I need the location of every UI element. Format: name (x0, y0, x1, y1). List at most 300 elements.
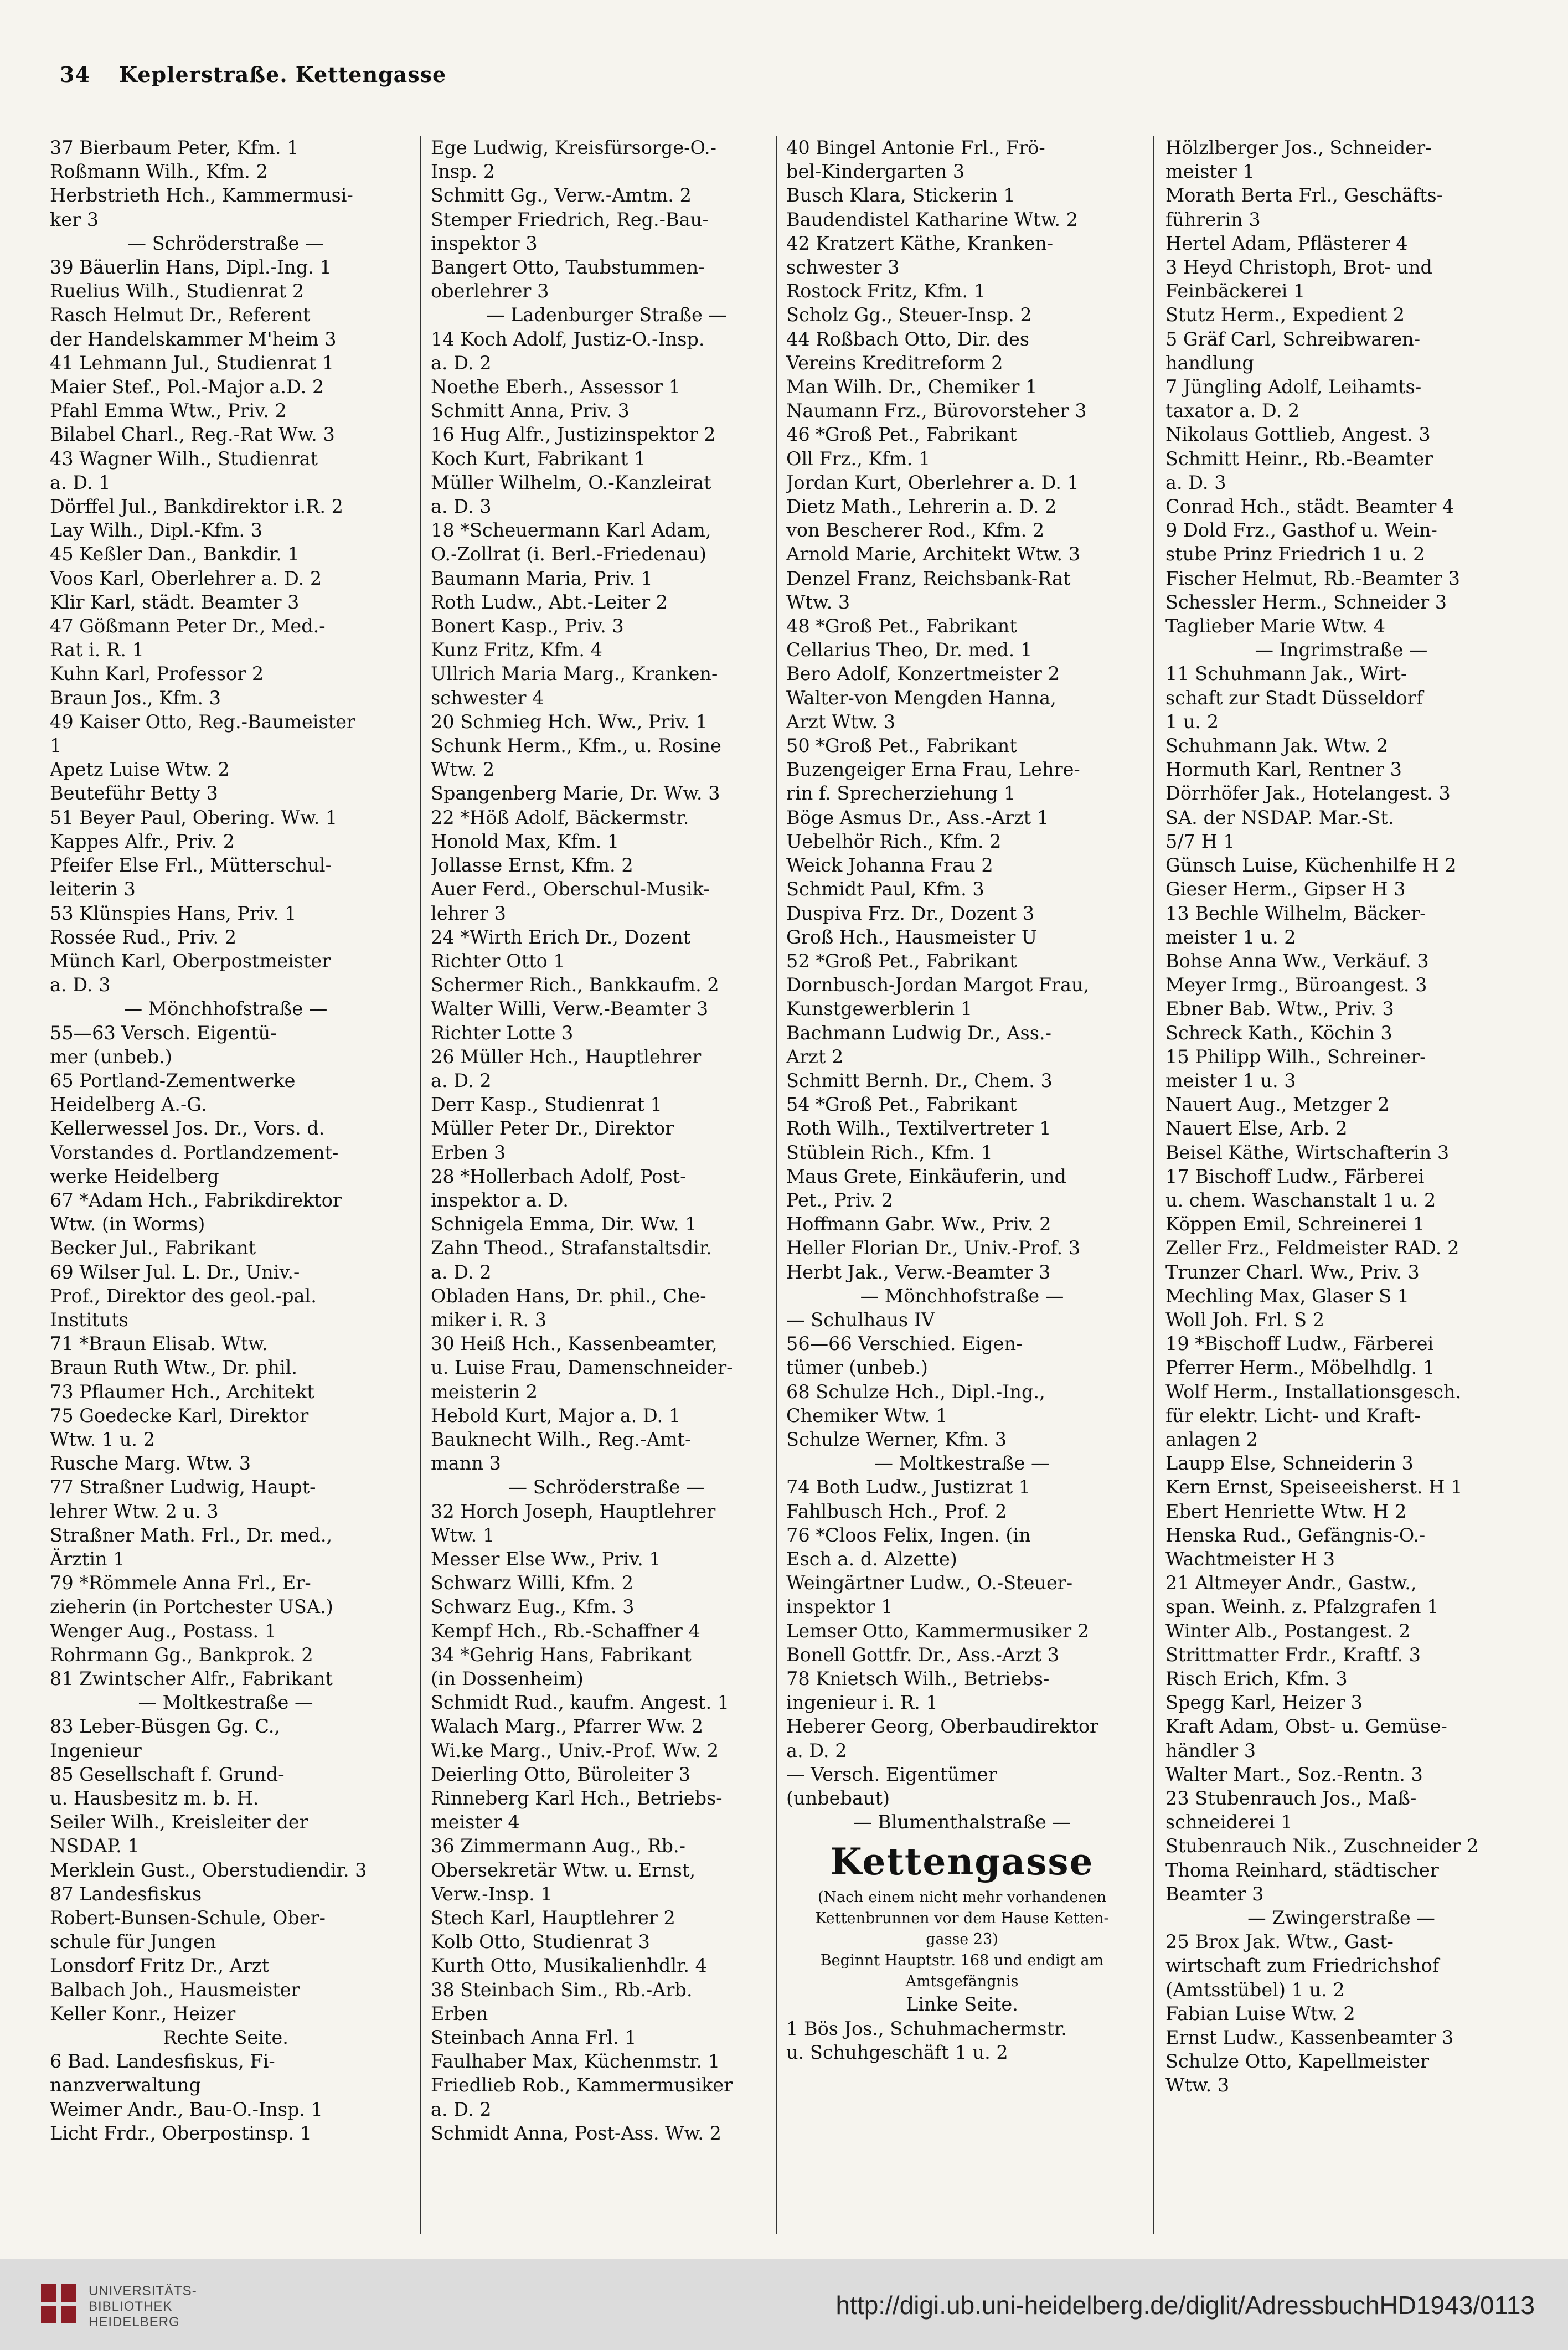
directory-entry-line: Nauert Aug., Metzger 2 (1165, 1094, 1390, 1116)
directory-entry-line: Merklein Gust., Oberstudiendir. 3 (50, 1859, 367, 1881)
directory-entry-line: — Zwingerstraße — (1247, 1907, 1435, 1929)
directory-entry-line: Jollasse Ernst, Kfm. 2 (431, 854, 633, 877)
directory-entry-line: Roßmann Wilh., Kfm. 2 (50, 161, 268, 183)
directory-entry-line: (unbebaut) (786, 1787, 890, 1810)
directory-entry-line: Scholz Gg., Steuer-Insp. 2 (786, 304, 1032, 326)
directory-entry-line: 77 Straßner Ludwig, Haupt- (50, 1476, 316, 1498)
directory-entry-line: Obersekretär Wtw. u. Ernst, (431, 1859, 696, 1881)
directory-entry-line: Auer Ferd., Oberschul-Musik- (431, 878, 710, 900)
directory-entry-line: Wenger Aug., Postass. 1 (50, 1620, 277, 1642)
directory-entry-line: Noethe Eberh., Assessor 1 (431, 376, 681, 398)
directory-entry-line: 49 Kaiser Otto, Reg.-Baumeister (50, 710, 355, 733)
directory-entry-line: 24 *Wirth Erich Dr., Dozent (431, 926, 691, 948)
directory-entry-line: 3 Heyd Christoph, Brot- und (1165, 256, 1432, 279)
directory-entry-line: meisterin 2 (431, 1380, 538, 1403)
directory-entry-line: Müller Wilhelm, O.-Kanzleirat (431, 471, 711, 493)
directory-entry-line: Zahn Theod., Strafanstaltsdir. (431, 1237, 712, 1259)
directory-entry-line: Risch Erich, Kfm. 3 (1165, 1668, 1348, 1689)
directory-entry-line: u. Hausbesitz m. b. H. (50, 1787, 259, 1810)
directory-entry-line: 68 Schulze Hch., Dipl.-Ing., (786, 1380, 1045, 1403)
directory-entry-line: 50 *Groß Pet., Fabrikant (786, 735, 1017, 757)
directory-entry-line: stube Prinz Friedrich 1 u. 2 (1165, 543, 1425, 565)
directory-entry-line: Schwarz Eug., Kfm. 3 (431, 1596, 635, 1618)
directory-entry-line: 46 *Groß Pet., Fabrikant (786, 424, 1017, 446)
directory-entry-line: Taglieber Marie Wtw. 4 (1165, 615, 1386, 637)
directory-entry-line: a. D. 2 (431, 2098, 492, 2120)
directory-entry-line: Erben 3 (431, 1141, 506, 1163)
directory-entry-line: (Amtsstübel) 1 u. 2 (1165, 1978, 1345, 2001)
directory-entry-line: O.-Zollrat (i. Berl.-Friedenau) (431, 543, 706, 565)
source-url-link[interactable]: http://digi.ub.uni-heidelberg.de/diglit/AdressbuchHD1943/0113 (835, 2291, 1535, 2320)
directory-entry-line: meister 1 (1165, 161, 1255, 183)
text-column-4 (1165, 136, 1517, 2098)
directory-entry-line: Kettengasse (830, 1840, 1094, 1884)
directory-entry-line: Schermer Rich., Bankkaufm. 2 (431, 974, 719, 996)
directory-entry-line: Voos Karl, Oberlehrer a. D. 2 (50, 567, 322, 589)
directory-entry-line: Wtw. 3 (1165, 2074, 1230, 2096)
directory-entry-line: Schmitt Heinr., Rb.-Beamter (1165, 447, 1433, 470)
directory-entry-line: Stutz Herm., Expedient 2 (1165, 304, 1405, 326)
directory-entry-line: Rostock Fritz, Kfm. 1 (786, 280, 986, 302)
directory-entry-line: Deierling Otto, Büroleiter 3 (431, 1763, 691, 1785)
directory-entry-line: Beamter 3 (1165, 1883, 1264, 1905)
directory-entry-line: Kurth Otto, Musikalienhdlr. 4 (431, 1955, 707, 1977)
directory-entry-line: Stech Karl, Hauptlehrer 2 (431, 1907, 675, 1929)
directory-entry-line: Bachmann Ludwig Dr., Ass.- (786, 1022, 1051, 1044)
directory-entry-line: Pfahl Emma Wtw., Priv. 2 (50, 400, 287, 422)
directory-entry-line: Heidelberg A.-G. (50, 1094, 207, 1116)
directory-entry-line: Schunk Herm., Kfm., u. Rosine (431, 735, 721, 757)
directory-entry-line: 67 *Adam Hch., Fabrikdirektor (50, 1189, 342, 1211)
directory-entry-line: Kappes Alfr., Priv. 2 (50, 830, 235, 852)
directory-entry-line: 43 Wagner Wilh., Studienrat (50, 447, 318, 470)
directory-entry-line: 47 Gößmann Peter Dr., Med.- (50, 615, 326, 637)
directory-entry-line: Spangenberg Marie, Dr. Ww. 3 (431, 782, 720, 805)
directory-entry-line: Strittmatter Frdr., Kraftf. 3 (1165, 1643, 1421, 1666)
directory-entry-line: a. D. 2 (431, 352, 492, 374)
directory-entry-line: a. D. 2 (431, 1261, 492, 1283)
directory-entry-line: Ernst Ludw., Kassenbeamter 3 (1165, 2027, 1454, 2049)
directory-entry-line: Kunz Fritz, Kfm. 4 (431, 639, 602, 661)
directory-entry-line: Schessler Herm., Schneider 3 (1165, 591, 1447, 613)
directory-entry-line: Kempf Hch., Rb.-Schaffner 4 (431, 1620, 700, 1642)
directory-entry-line: 87 Landesfiskus (50, 1883, 202, 1905)
directory-entry-line: 1 (50, 735, 62, 757)
directory-entry-line: Kern Ernst, Speiseeisherst. H 1 (1165, 1476, 1463, 1498)
directory-entry-line: a. D. 1 (50, 471, 111, 493)
directory-entry-line: Bonell Gottfr. Dr., Ass.-Arzt 3 (786, 1643, 1060, 1666)
directory-entry-line: Walter-von Mengden Hanna, (786, 687, 1056, 709)
directory-entry-line: 7 Jüngling Adolf, Leihamts- (1165, 376, 1422, 398)
directory-entry-line: werke Heidelberg (50, 1165, 219, 1187)
directory-entry-line: Keller Konr., Heizer (50, 2002, 236, 2024)
directory-entry-line: Maier Stef., Pol.-Major a.D. 2 (50, 376, 324, 398)
directory-entry-line: a. D. 2 (431, 1069, 492, 1091)
directory-entry-line: Groß Hch., Hausmeister U (786, 926, 1038, 948)
directory-entry-line: — Schulhaus IV (786, 1308, 935, 1331)
directory-entry-line: Richter Otto 1 (431, 950, 565, 972)
directory-entry-line: Prof., Direktor des geol.-pal. (50, 1285, 317, 1307)
directory-entry-line: Denzel Franz, Reichsbank-Rat (786, 567, 1071, 589)
directory-entry-line: — Schröderstraße — (127, 232, 324, 254)
directory-entry-line: Heberer Georg, Oberbaudirektor (786, 1715, 1099, 1738)
directory-entry-line: meister 1 u. 2 (1165, 926, 1296, 948)
directory-entry-line: 20 Schmieg Hch. Ww., Priv. 1 (431, 710, 708, 733)
directory-entry-line: für elektr. Licht- und Kraft- (1165, 1404, 1421, 1426)
directory-entry-line: 37 Bierbaum Peter, Kfm. 1 (50, 137, 299, 158)
directory-entry-line: Schulze Werner, Kfm. 3 (786, 1428, 1007, 1450)
directory-entry-line: 26 Müller Hch., Hauptlehrer (431, 1045, 702, 1068)
directory-entry-line: von Bescherer Rod., Kfm. 2 (786, 519, 1045, 542)
directory-entry-line: 48 *Groß Pet., Fabrikant (786, 615, 1017, 637)
directory-entry-line: Esch a. d. Alzette) (786, 1548, 957, 1570)
directory-entry-line: 41 Lehmann Jul., Studienrat 1 (50, 352, 334, 374)
directory-entry-line: Zeller Frz., Feldmeister RAD. 2 (1165, 1237, 1459, 1259)
directory-entry-line: 79 *Römmele Anna Frl., Er- (50, 1572, 311, 1594)
directory-entry-line: Lay Wilh., Dipl.-Kfm. 3 (50, 519, 263, 542)
directory-entry-line: Oll Frz., Kfm. 1 (786, 447, 931, 470)
directory-entry-line: — Schröderstraße — (508, 1476, 705, 1498)
directory-entry-line: Schuhmann Jak. Wtw. 2 (1165, 735, 1389, 757)
directory-entry-line: Verw.-Insp. 1 (431, 1883, 553, 1905)
directory-entry-line: 1 u. 2 (1165, 710, 1219, 733)
directory-entry-line: inspektor a. D. (431, 1189, 569, 1211)
directory-entry-line: Schnigela Emma, Dir. Ww. 1 (431, 1213, 697, 1235)
directory-entry-line: Woll Joh. Frl. S 2 (1165, 1308, 1325, 1331)
directory-entry-line: 85 Gesellschaft f. Grund- (50, 1763, 285, 1785)
directory-entry-line: 71 *Braun Elisab. Wtw. (50, 1333, 268, 1355)
directory-entry-line: 22 *Höß Adolf, Bäckermstr. (431, 806, 689, 828)
directory-entry-line: Balbach Joh., Hausmeister (50, 1978, 300, 2001)
directory-entry-line: u. chem. Waschanstalt 1 u. 2 (1165, 1189, 1436, 1211)
directory-entry-line: Hormuth Karl, Rentner 3 (1165, 759, 1402, 781)
directory-entry-line: Kolb Otto, Studienrat 3 (431, 1931, 650, 1953)
library-name: UNIVERSITÄTS- BIBLIOTHEK HEIDELBERG (89, 2284, 197, 2330)
directory-entry-line: 53 Klünspies Hans, Priv. 1 (50, 902, 297, 924)
directory-entry-line: Nauert Else, Arb. 2 (1165, 1117, 1348, 1140)
directory-entry-line: Conrad Hch., städt. Beamter 4 (1165, 496, 1454, 518)
directory-entry-line: u. Schuhgeschäft 1 u. 2 (786, 2041, 1008, 2063)
directory-entry-line: Richter Lotte 3 (431, 1022, 574, 1044)
directory-entry-line: a. D. 2 (786, 1739, 847, 1761)
directory-entry-line: Winter Alb., Postangest. 2 (1165, 1620, 1411, 1642)
directory-entry-line: anlagen 2 (1165, 1428, 1258, 1450)
directory-entry-line: a. D. 3 (431, 496, 492, 518)
directory-entry-line: Seiler Wilh., Kreisleiter der (50, 1811, 308, 1833)
directory-entry-line: Gieser Herm., Gipser H 3 (1165, 878, 1406, 900)
directory-entry-line: Hölzlberger Jos., Schneider- (1165, 137, 1432, 158)
directory-entry-line: (Nach einem nicht mehr vorhandenen (817, 1889, 1107, 1906)
directory-entry-line: a. D. 3 (50, 974, 111, 996)
directory-entry-line: Robert-Bunsen-Schule, Ober- (50, 1907, 326, 1929)
directory-entry-line: NSDAP. 1 (50, 1835, 140, 1857)
directory-entry-line: Wtw. 2 (431, 759, 495, 781)
directory-entry-line: 78 Knietsch Wilh., Betriebs- (786, 1668, 1050, 1689)
directory-entry-line: Günsch Luise, Küchenhilfe H 2 (1165, 854, 1457, 877)
directory-entry-line: führerin 3 (1165, 208, 1261, 230)
directory-entry-line: gasse 23) (926, 1931, 998, 1949)
directory-entry-line: ker 3 (50, 208, 99, 230)
directory-entry-line: Wi.ke Marg., Univ.-Prof. Ww. 2 (431, 1739, 719, 1761)
directory-entry-line: Arzt 2 (786, 1045, 844, 1068)
directory-entry-line: meister 1 u. 3 (1165, 1069, 1296, 1091)
directory-entry-line: Morath Berta Frl., Geschäfts- (1165, 184, 1443, 207)
directory-entry-line: Duspiva Frz. Dr., Dozent 3 (786, 902, 1035, 924)
directory-entry-line: Koch Kurt, Fabrikant 1 (431, 447, 646, 470)
directory-entry-line: Ege Ludwig, Kreisfürsorge-O.- (431, 137, 716, 158)
directory-entry-line: handlung (1165, 352, 1254, 374)
directory-entry-line: Schmidt Anna, Post-Ass. Ww. 2 (431, 2122, 721, 2144)
directory-entry-line: Roth Ludw., Abt.-Leiter 2 (431, 591, 668, 613)
directory-entry-line: Köppen Emil, Schreinerei 1 (1165, 1213, 1425, 1235)
page-title: Keplerstraße. Kettengasse (119, 62, 447, 87)
directory-entry-line: Apetz Luise Wtw. 2 (50, 759, 230, 781)
directory-entry-line: 28 *Hollerbach Adolf, Post- (431, 1165, 687, 1187)
directory-entry-line: — Moltkestraße — (138, 1692, 313, 1714)
directory-entry-line: Schwarz Willi, Kfm. 2 (431, 1572, 634, 1594)
directory-entry-line: Kuhn Karl, Professor 2 (50, 663, 264, 685)
directory-entry-line: Walter Mart., Soz.-Rentn. 3 (1165, 1763, 1423, 1785)
directory-entry-line: 11 Schuhmann Jak., Wirt- (1165, 663, 1407, 685)
directory-entry-line: Linke Seite. (906, 1993, 1018, 2016)
directory-entry-line: Pet., Priv. 2 (786, 1189, 894, 1211)
directory-entry-line: 9 Dold Frz., Gasthof u. Wein- (1165, 519, 1437, 542)
directory-entry-line: rin f. Sprecherziehung 1 (786, 782, 1016, 805)
directory-entry-line: Weimer Andr., Bau-O.-Insp. 1 (50, 2098, 323, 2120)
directory-entry-line: Schmitt Gg., Verw.-Amtm. 2 (431, 184, 692, 207)
directory-entry-line: 5/7 H 1 (1165, 830, 1235, 852)
directory-entry-line: Dornbusch-Jordan Margot Frau, (786, 974, 1090, 996)
directory-entry-line: Walach Marg., Pfarrer Ww. 2 (431, 1715, 704, 1738)
directory-entry-line: Wtw. (in Worms) (50, 1213, 205, 1235)
directory-entry-line: schwester 3 (786, 256, 900, 279)
directory-entry-line: 17 Bischoff Ludw., Färberei (1165, 1165, 1425, 1187)
directory-entry-line: — Ingrimstraße — (1255, 639, 1428, 661)
directory-entry-line: 81 Zwintscher Alfr., Fabrikant (50, 1668, 333, 1689)
directory-entry-line: taxator a. D. 2 (1165, 400, 1300, 422)
directory-entry-line: 16 Hug Alfr., Justizinspektor 2 (431, 424, 716, 446)
directory-entry-line: Fahlbusch Hch., Prof. 2 (786, 1500, 1007, 1522)
directory-entry-line: Rusche Marg. Wtw. 3 (50, 1452, 251, 1475)
directory-entry-line: Ruelius Wilh., Studienrat 2 (50, 280, 305, 302)
directory-entry-line: — Blumenthalstraße — (853, 1811, 1071, 1833)
directory-entry-line: schaft zur Stadt Düsseldorf (1165, 687, 1423, 709)
directory-entry-line: Rechte Seite. (163, 2027, 288, 2049)
directory-entry-line: 74 Both Ludw., Justizrat 1 (786, 1476, 1031, 1498)
directory-entry-line: Nikolaus Gottlieb, Angest. 3 (1165, 424, 1431, 446)
directory-entry-line: Baudendistel Katharine Wtw. 2 (786, 208, 1079, 230)
directory-entry-line: Herbt Jak., Verw.-Beamter 3 (786, 1261, 1051, 1283)
directory-entry-line: 73 Pflaumer Hch., Architekt (50, 1380, 314, 1403)
directory-entry-line: Wtw. 1 (431, 1524, 495, 1546)
directory-entry-line: 6 Bad. Landesfiskus, Fi- (50, 2050, 275, 2073)
directory-entry-line: 13 Bechle Wilhelm, Bäcker- (1165, 902, 1426, 924)
directory-entry-line: meister 4 (431, 1811, 520, 1833)
directory-entry-line: Hebold Kurt, Major a. D. 1 (431, 1404, 681, 1426)
text-column-3 (786, 136, 1138, 2064)
directory-entry-line: Wolf Herm., Installationsgesch. (1165, 1380, 1462, 1403)
directory-entry-line: mann 3 (431, 1452, 501, 1475)
directory-entry-line: Vorstandes d. Portlandzement- (50, 1141, 339, 1163)
directory-entry-line: Schmitt Bernh. Dr., Chem. 3 (786, 1069, 1053, 1091)
directory-entry-line: oberlehrer 3 (431, 280, 549, 302)
directory-entry-line: Cellarius Theo, Dr. med. 1 (786, 639, 1033, 661)
directory-entry-line: Schulze Otto, Kapellmeister (1165, 2050, 1430, 2073)
directory-entry-line: Man Wilh. Dr., Chemiker 1 (786, 376, 1038, 398)
directory-entry-line: Baumann Maria, Priv. 1 (431, 567, 653, 589)
directory-entry-line: Steinbach Anna Frl. 1 (431, 2027, 637, 2049)
directory-entry-line: Wachtmeister H 3 (1165, 1548, 1335, 1570)
directory-entry-line: Fischer Helmut, Rb.-Beamter 3 (1165, 567, 1460, 589)
directory-entry-line: Münch Karl, Oberpostmeister (50, 950, 331, 972)
directory-entry-line: Kunstgewerblerin 1 (786, 998, 973, 1020)
directory-entry-line: Messer Else Ww., Priv. 1 (431, 1548, 661, 1570)
directory-entry-line: Vereins Kreditreform 2 (786, 352, 1003, 374)
page-number: 34 (60, 62, 90, 87)
directory-entry-line: — Mönchhofstraße — (123, 998, 328, 1020)
text-column-1 (50, 136, 401, 2145)
directory-entry-line: Naumann Frz., Bürovorsteher 3 (786, 400, 1087, 422)
directory-entry-line: Straßner Math. Frl., Dr. med., (50, 1524, 333, 1546)
directory-entry-line: 55—63 Versch. Eigentü- (50, 1022, 277, 1044)
university-seal-icon (39, 2281, 79, 2326)
directory-entry-line: zieherin (in Portchester USA.) (50, 1596, 333, 1618)
directory-entry-line: SA. der NSDAP. Mar.-St. (1165, 806, 1394, 828)
directory-entry-line: leiterin 3 (50, 878, 136, 900)
directory-entry-line: Beisel Käthe, Wirtschafterin 3 (1165, 1141, 1450, 1163)
directory-entry-line: Beuteführ Betty 3 (50, 782, 218, 805)
directory-entry-line: händler 3 (1165, 1739, 1256, 1761)
directory-entry-line: 32 Horch Joseph, Hauptlehrer (431, 1500, 716, 1522)
directory-entry-line: Bangert Otto, Taubstummen- (431, 256, 705, 279)
directory-entry-line: Arnold Marie, Architekt Wtw. 3 (786, 543, 1081, 565)
directory-entry-line: Erben (431, 2002, 488, 2024)
directory-entry-line: 25 Brox Jak. Wtw., Gast- (1165, 1931, 1394, 1953)
directory-entry-line: 15 Philipp Wilh., Schreiner- (1165, 1045, 1426, 1068)
directory-entry-line: 39 Bäuerlin Hans, Dipl.-Ing. 1 (50, 256, 332, 279)
directory-entry-line: Hertel Adam, Pflästerer 4 (1165, 232, 1408, 254)
directory-entry-line: Kettenbrunnen vor dem Hause Ketten- (815, 1910, 1109, 1928)
directory-entry-line: Ebner Bab. Wtw., Priv. 3 (1165, 998, 1394, 1020)
directory-entry-line: Rinneberg Karl Hch., Betriebs- (431, 1787, 723, 1810)
directory-entry-line: 83 Leber-Büsgen Gg. C., (50, 1715, 281, 1738)
directory-entry-line: Rohrmann Gg., Bankprok. 2 (50, 1643, 313, 1666)
directory-entry-line: Schmitt Anna, Priv. 3 (431, 400, 630, 422)
directory-entry-line: Pfeifer Else Frl., Mütterschul- (50, 854, 332, 877)
directory-entry-line: Spegg Karl, Heizer 3 (1165, 1692, 1363, 1714)
directory-entry-line: Wtw. 3 (786, 591, 850, 613)
directory-entry-line: Hoffmann Gabr. Ww., Priv. 2 (786, 1213, 1051, 1235)
directory-entry-line: Friedlieb Rob., Kammermusiker (431, 2074, 733, 2096)
directory-entry-line: Derr Kasp., Studienrat 1 (431, 1094, 662, 1116)
directory-entry-line: 51 Beyer Paul, Obering. Ww. 1 (50, 806, 338, 828)
directory-entry-line: 14 Koch Adolf, Justiz-O.-Insp. (431, 328, 705, 350)
directory-entry-line: 75 Goedecke Karl, Direktor (50, 1404, 309, 1426)
directory-entry-line: 30 Heiß Hch., Kassenbeamter, (431, 1333, 718, 1355)
directory-entry-line: Ärztin 1 (50, 1548, 125, 1570)
directory-entry-line: Buzengeiger Erna Frau, Lehre- (786, 759, 1080, 781)
directory-entry-line: — Moltkestraße — (874, 1452, 1050, 1475)
directory-entry-line: Weick Johanna Frau 2 (786, 854, 993, 877)
directory-entry-line: mer (unbeb.) (50, 1045, 172, 1068)
directory-entry-line: u. Luise Frau, Damenschneider- (431, 1357, 733, 1379)
directory-entry-line: Bauknecht Wilh., Reg.-Amt- (431, 1428, 692, 1450)
directory-entry-line: Ullrich Maria Marg., Kranken- (431, 663, 718, 685)
directory-entry-line: Uebelhör Rich., Kfm. 2 (786, 830, 1002, 852)
directory-entry-line: Müller Peter Dr., Direktor (431, 1117, 674, 1140)
directory-entry-line: Instituts (50, 1308, 128, 1331)
directory-entry-line: 69 Wilser Jul. L. Dr., Univ.- (50, 1261, 300, 1283)
directory-entry-line: Laupp Else, Schneiderin 3 (1165, 1452, 1414, 1475)
directory-entry-line: lehrer Wtw. 2 u. 3 (50, 1500, 219, 1522)
directory-entry-line: nanzverwaltung (50, 2074, 201, 2096)
directory-entry-line: Schmidt Paul, Kfm. 3 (786, 878, 984, 900)
column-divider (1153, 136, 1154, 2234)
directory-entry-line: span. Weinh. z. Pfalzgrafen 1 (1165, 1596, 1439, 1618)
directory-entry-line: Braun Jos., Kfm. 3 (50, 687, 221, 709)
page-header (60, 62, 446, 87)
directory-entry-line: Lonsdorf Fritz Dr., Arzt (50, 1955, 270, 1977)
directory-entry-line: 34 *Gehrig Hans, Fabrikant (431, 1643, 692, 1666)
directory-entry-line: Jordan Kurt, Oberlehrer a. D. 1 (786, 471, 1079, 493)
directory-entry-line: 45 Keßler Dan., Bankdir. 1 (50, 543, 300, 565)
directory-entry-line: wirtschaft zum Friedrichshof (1165, 1955, 1440, 1977)
directory-entry-line: Kraft Adam, Obst- u. Gemüse- (1165, 1715, 1447, 1738)
directory-entry-line: Roth Wilh., Textilvertreter 1 (786, 1117, 1051, 1140)
directory-entry-line: Weingärtner Ludw., O.-Steuer- (786, 1572, 1073, 1594)
directory-entry-line: Becker Jul., Fabrikant (50, 1237, 256, 1259)
directory-entry-line: ingenieur i. R. 1 (786, 1692, 938, 1714)
directory-entry-line: Meyer Irmg., Büroangest. 3 (1165, 974, 1427, 996)
directory-entry-line: Insp. 2 (431, 161, 496, 183)
directory-entry-line: 40 Bingel Antonie Frl., Frö- (786, 137, 1045, 158)
directory-entry-line: Schmidt Rud., kaufm. Angest. 1 (431, 1692, 730, 1714)
directory-entry-line: Wtw. 1 u. 2 (50, 1428, 156, 1450)
directory-entry-line: 44 Roßbach Otto, Dir. des (786, 328, 1029, 350)
directory-entry-line: Honold Max, Kfm. 1 (431, 830, 620, 852)
directory-entry-line: Feinbäckerei 1 (1165, 280, 1306, 302)
directory-entry-line: Maus Grete, Einkäuferin, und (786, 1165, 1066, 1187)
directory-entry-line: Mechling Max, Glaser S 1 (1165, 1285, 1410, 1307)
directory-entry-line: Stüblein Rich., Kfm. 1 (786, 1141, 993, 1163)
directory-entry-line: 65 Portland-Zementwerke (50, 1069, 296, 1091)
directory-entry-line: tümer (unbeb.) (786, 1357, 928, 1379)
directory-entry-line: schwester 4 (431, 687, 544, 709)
column-divider (420, 136, 421, 2234)
directory-entry-line: (in Dossenheim) (431, 1668, 584, 1689)
directory-entry-line: 19 *Bischoff Ludw., Färberei (1165, 1333, 1434, 1355)
directory-entry-line: 54 *Groß Pet., Fabrikant (786, 1094, 1017, 1116)
directory-entry-line: Licht Frdr., Oberpostinsp. 1 (50, 2122, 312, 2144)
directory-entry-line: Ebert Henriette Wtw. H 2 (1165, 1500, 1407, 1522)
directory-entry-line: Klir Karl, städt. Beamter 3 (50, 591, 300, 613)
directory-entry-line: — Mönchhofstraße — (860, 1285, 1064, 1307)
directory-entry-line: — Ladenburger Straße — (486, 304, 727, 326)
directory-entry-line: Stemper Friedrich, Reg.-Bau- (431, 208, 709, 230)
directory-entry-line: Schreck Kath., Köchin 3 (1165, 1022, 1392, 1044)
directory-entry-line: lehrer 3 (431, 902, 506, 924)
directory-entry-line: Bonert Kasp., Priv. 3 (431, 615, 624, 637)
directory-entry-line: 76 *Cloos Felix, Ingen. (in (786, 1524, 1031, 1546)
directory-entry-line: Faulhaber Max, Küchenmstr. 1 (431, 2050, 720, 2073)
directory-entry-line: schule für Jungen (50, 1931, 216, 1953)
directory-entry-line: schneiderei 1 (1165, 1811, 1293, 1833)
directory-entry-line: inspektor 1 (786, 1596, 893, 1618)
directory-entry-line: 38 Steinbach Sim., Rb.-Arb. (431, 1978, 693, 2001)
directory-entry-line: Obladen Hans, Dr. phil., Che- (431, 1285, 706, 1307)
directory-entry-line: 36 Zimmermann Aug., Rb.- (431, 1835, 685, 1857)
text-column-2 (431, 136, 782, 2145)
